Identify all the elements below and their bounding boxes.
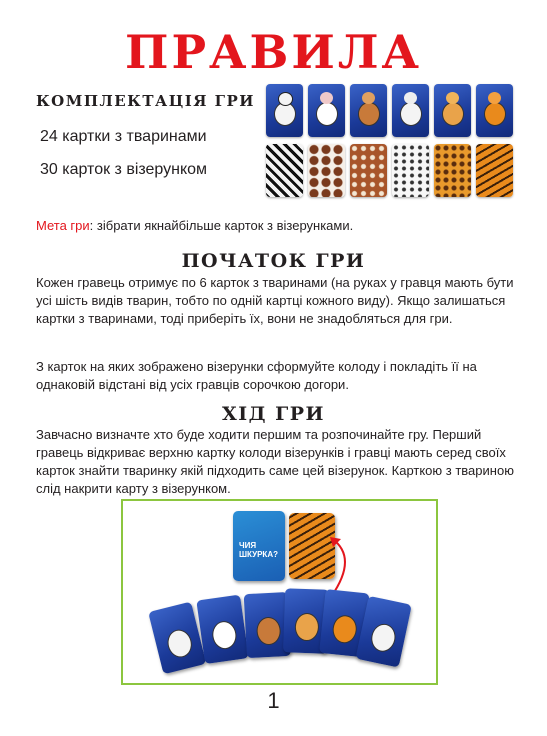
pattern-card-dalmatian: [392, 144, 429, 197]
gameplay-illustration: [121, 499, 438, 685]
animal-card-giraffe: [350, 84, 387, 137]
animal-card-zebra: [266, 84, 303, 137]
pattern-card-zebra: [266, 144, 303, 197]
turn-heading: ХІД ГРИ: [222, 403, 325, 425]
pattern-card-leopard: [434, 144, 471, 197]
start-heading: ПОЧАТОК ГРИ: [181, 250, 366, 272]
animal-card-leopard: [434, 84, 471, 137]
kit-pattern-cards: 30 карток з візерунком: [40, 161, 208, 178]
kit-cards-image: [266, 84, 516, 196]
hand-card-cow: [196, 595, 248, 665]
goal-description: : зібрати якнайбільше карток з візерунками.: [89, 218, 354, 233]
animal-card-tiger: [476, 84, 513, 137]
deck-logo: ЧИЯ ШКУРКА?: [239, 541, 278, 559]
pattern-card-cow: [308, 144, 345, 197]
pattern-card-giraffe: [350, 144, 387, 197]
goal-text: [36, 218, 353, 233]
turn-paragraph: Завчасно визначте хто буде ходити першим та розпочинайте гру. Перший гравець відкриває верхню картку колоди візерунків і гравці мають серед своїх карток знайти тваринку якій підходить саме цей візерунок. Карткою з твариною слід накрити карту з візерунком.: [36, 427, 514, 496]
kit-animal-cards: 24 картки з тваринами: [40, 128, 207, 145]
animal-card-cow: [308, 84, 345, 137]
start-paragraph-1: Кожен гравець отримує по 6 карток з тваринами (на руках у гравця мають бути усі шість видів тварин, тобто по одній картці кожного виду). Якщо залишаться картки з тваринами, тоді приберіть їх, вони не знадобляться для гри.: [36, 275, 514, 326]
animal-card-dalmatian: [392, 84, 429, 137]
kit-heading: КОМПЛЕКТАЦІЯ ГРИ: [36, 92, 255, 110]
start-paragraph-2: З карток на яких зображено візерунки сформуйте колоду і покладіть її на однаковій відстані від усіх гравців сорочкою догори.: [36, 359, 477, 392]
page-title: ПРАВИЛА: [125, 25, 422, 79]
goal-label: Мета гри: [36, 218, 90, 233]
pattern-card-tiger: [476, 144, 513, 197]
page-number: 1: [267, 688, 280, 713]
